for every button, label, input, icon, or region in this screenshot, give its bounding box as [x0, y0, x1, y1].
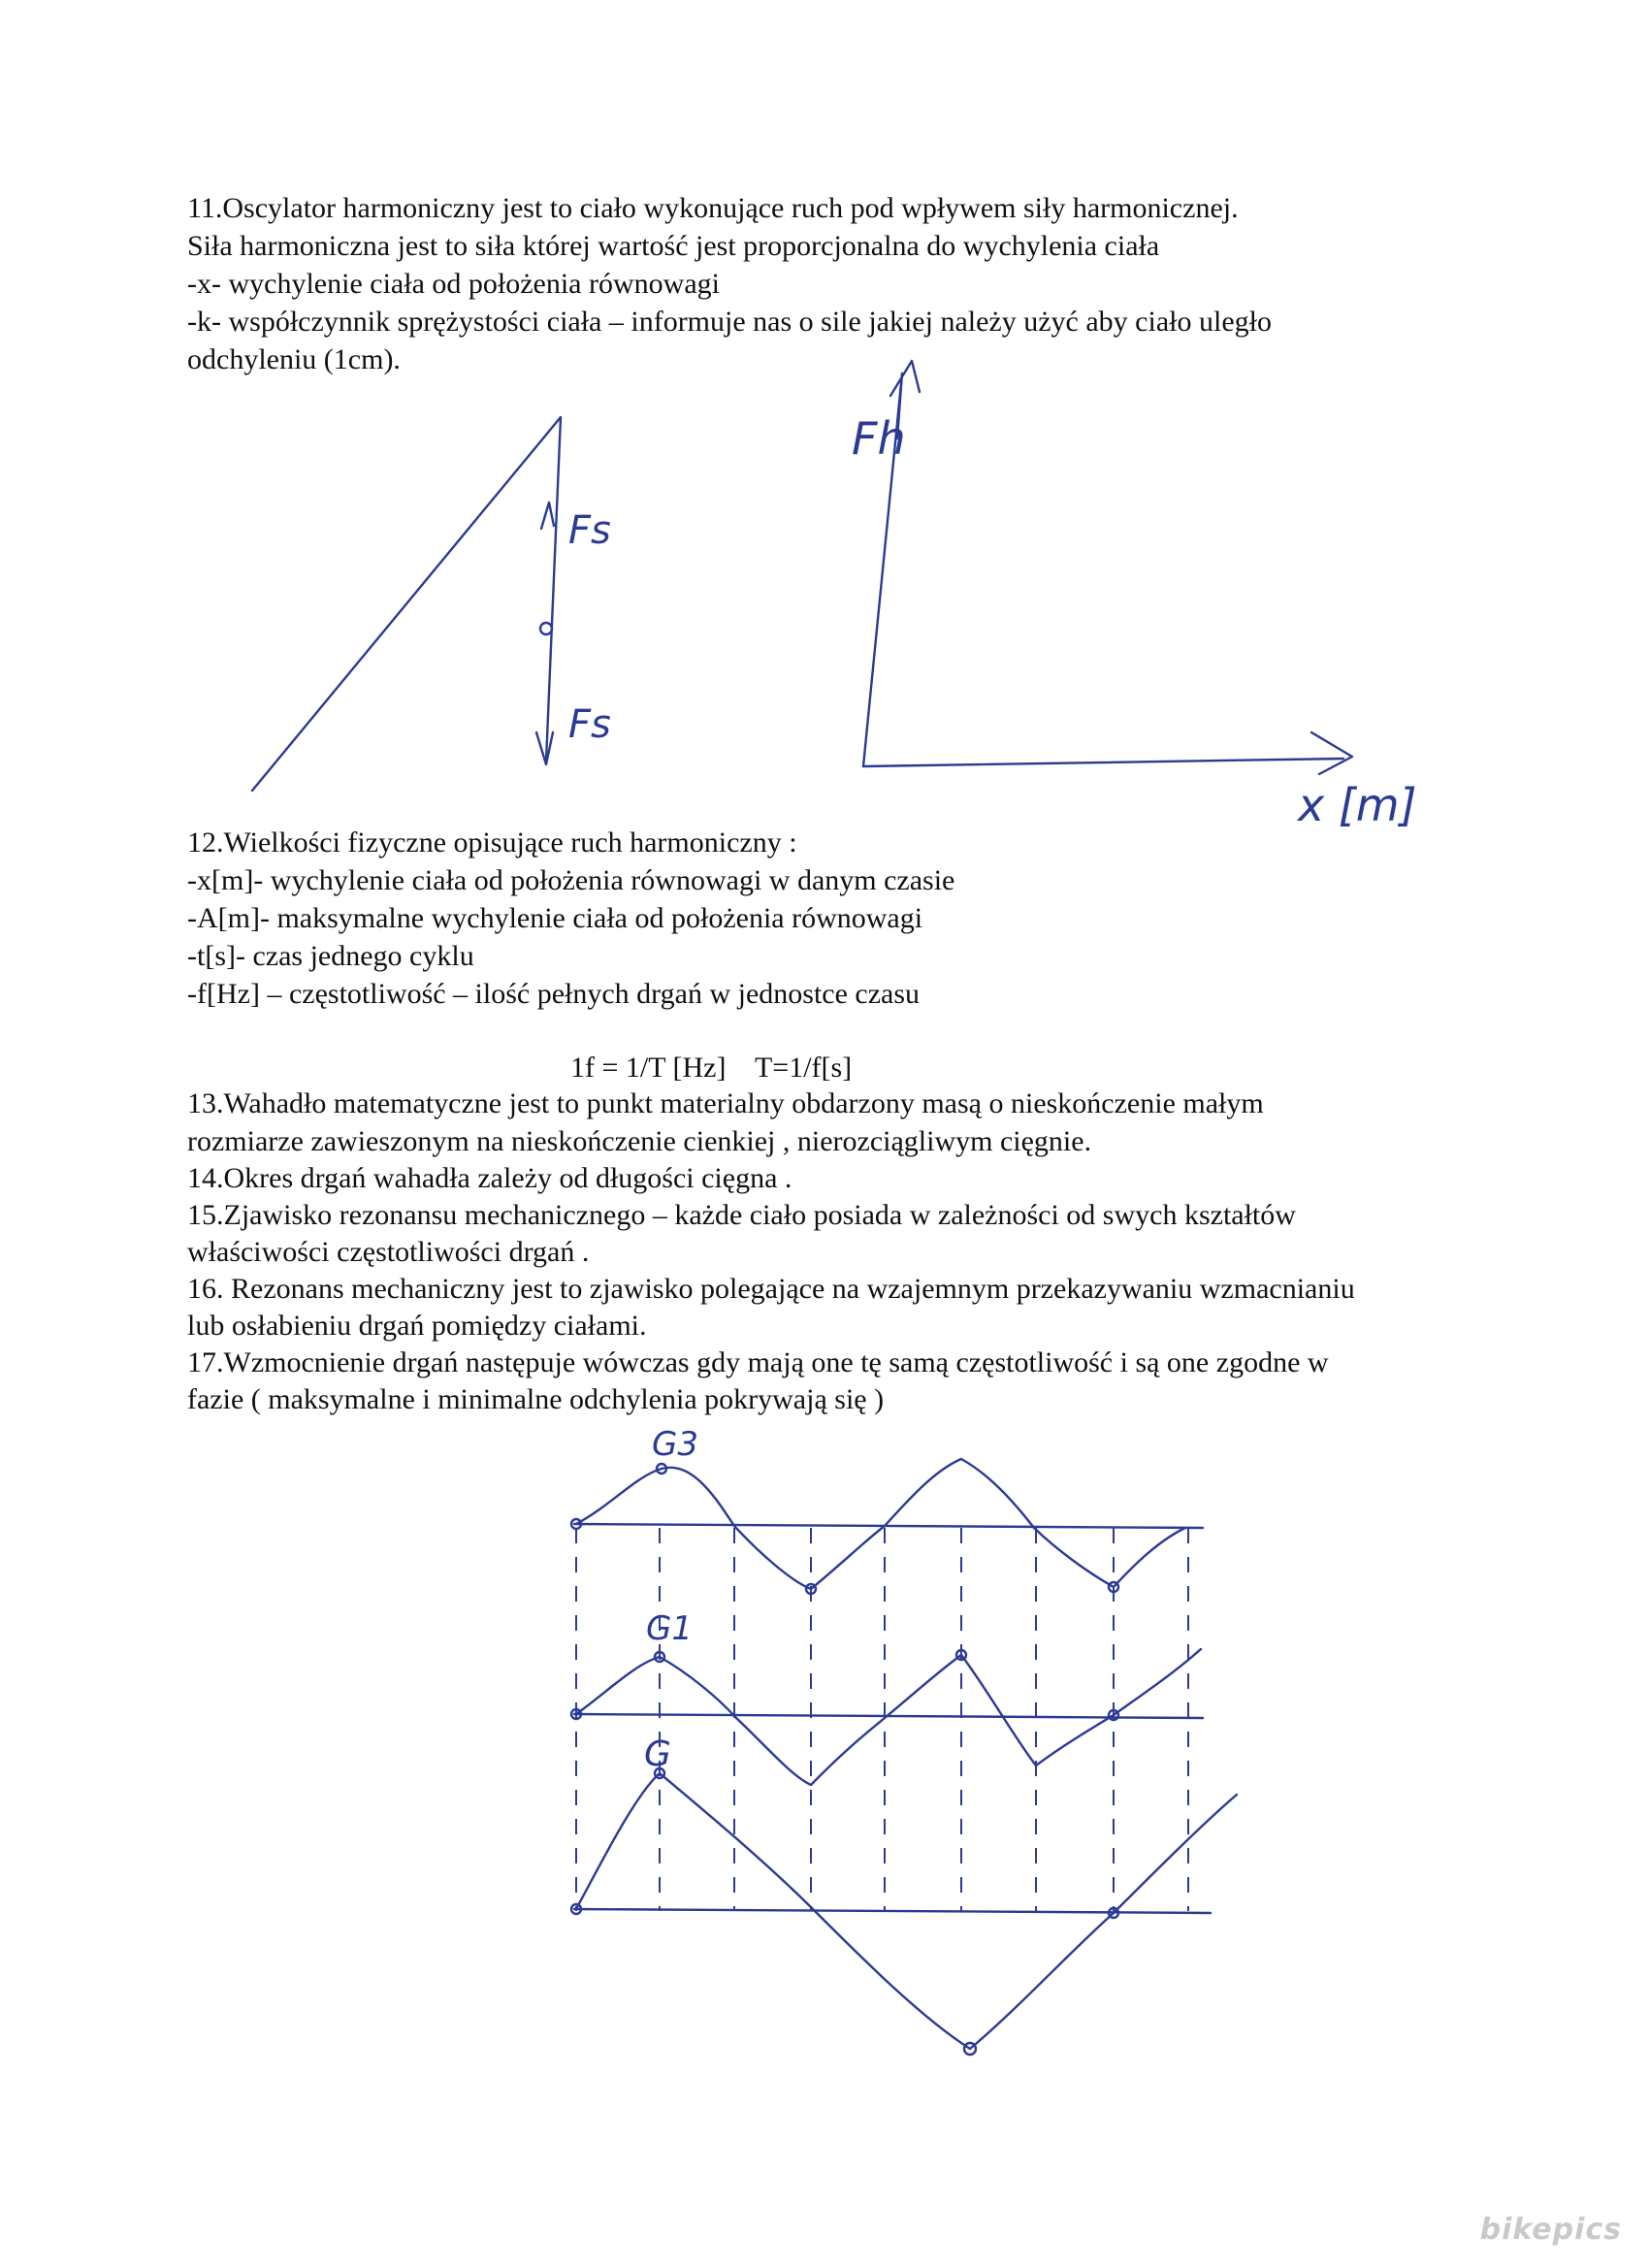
section16-line-2: lub osłabieniu drgań pomiędzy ciałami.	[187, 1310, 647, 1342]
section15-line-2: właściwości częstotliwości drgań .	[187, 1236, 590, 1268]
section17-line-1: 17.Wzmocnienie drgań następuje wówczas gdy mają one tę samą częstotliwość i są one zgodne w	[187, 1346, 1329, 1378]
frequency-formula: 1f = 1/T [Hz] T=1/f[s]	[570, 1052, 853, 1084]
label-top-wave: G3	[652, 1425, 698, 1464]
section13-line-1: 13.Wahadło matematyczne jest to punkt materialny obdarzony masą o nieskończenie małym	[187, 1087, 1264, 1119]
section11-line-5: odchyleniu (1cm).	[187, 343, 401, 375]
graph-y-label: Fh	[852, 412, 906, 465]
section12-line-4: -t[s]- czas jednego cyklu	[187, 940, 474, 972]
section11-line-3: -x- wychylenie ciała od położenia równowagi	[187, 268, 720, 300]
section11-line-4: -k- współczynnik sprężystości ciała – informuje nas o sile jakiej należy użyć aby ciało uległo	[187, 306, 1272, 338]
section13-line-2: rozmiarze zawieszonym na nieskończenie cienkiej , nierozciągliwym cięgnie.	[187, 1125, 1092, 1157]
section12-line-1: 12.Wielkości fizyczne opisujące ruch harmoniczny :	[187, 826, 797, 859]
section12-line-2: -x[m]- wychylenie ciała od położenia równowagi w danym czasie	[187, 864, 955, 896]
section16-line-1: 16. Rezonans mechaniczny jest to zjawisko polegające na wzajemnym przekazywaniu wzmacnianiu	[187, 1273, 1355, 1305]
section17-line-2: fazie ( maksymalne i minimalne odchylenia pokrywają się )	[187, 1383, 885, 1415]
watermark-logo: bikepics	[1479, 2213, 1622, 2247]
label-middle-wave: G1	[646, 1609, 693, 1648]
force-up-label: Fs	[568, 508, 611, 553]
graph-x-label: x [m]	[1298, 779, 1417, 831]
section12-line-3: -A[m]- maksymalne wychylenie ciała od położenia równowagi	[187, 902, 923, 934]
force-down-label: Fs	[568, 702, 611, 747]
section11-line-1: 11.Oscylator harmoniczny jest to ciało wykonujące ruch pod wpływem siły harmonicznej.	[187, 192, 1239, 224]
section12-line-5: -f[Hz] – częstotliwość – ilość pełnych drgań w jednostce czasu	[187, 978, 921, 1010]
section14-line: 14.Okres drgań wahadła zależy od długości cięgna .	[187, 1162, 792, 1194]
label-resultant-wave: G	[644, 1734, 671, 1774]
baseline-top	[574, 1524, 1203, 1528]
section11-line-2: Siła harmoniczna jest to siła której wartość jest proporcjonalna do wychylenia ciała	[187, 230, 1160, 262]
section15-line-1: 15.Zjawisko rezonansu mechanicznego – każde ciało posiada w zależności od swych kształtów	[187, 1199, 1296, 1231]
